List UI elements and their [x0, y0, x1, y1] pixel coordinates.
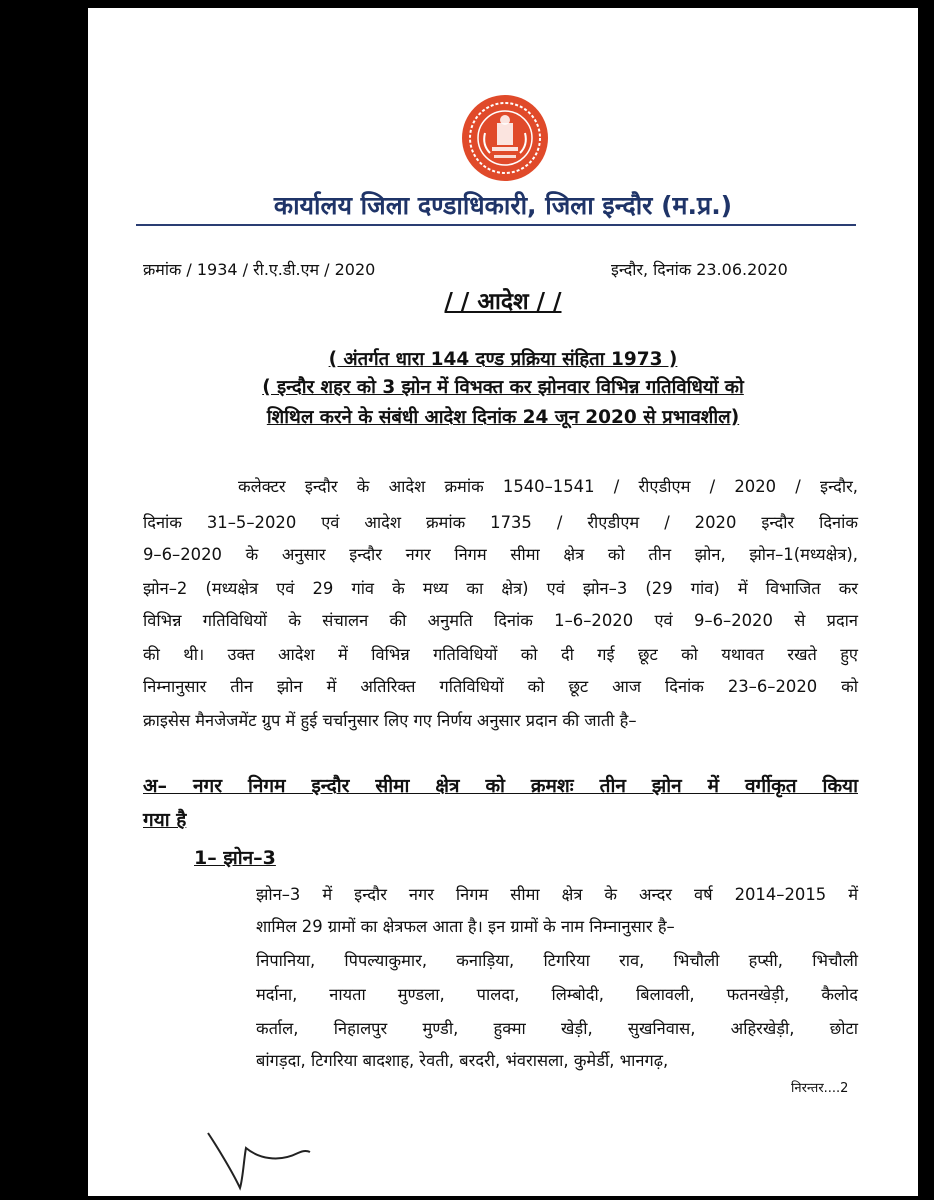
continued-note: निरन्तर....2: [791, 1081, 849, 1096]
zone3-line: निपानिया, पिपल्याकुमार, कनाड़िया, टिगरिया राव, भिचौली हप्सी, भिचौली: [256, 951, 858, 970]
body-line: निम्नानुसार तीन झोन में अतिरिक्त गतिविधियों को छूट आज दिनांक 23–6–2020 को: [143, 677, 858, 696]
subtitle-line-1: ( अंतर्गत धारा 144 दण्ड प्रक्रिया संहिता 1973 ): [328, 349, 678, 370]
section-a-heading-cont: गया है: [143, 809, 187, 831]
zone3-line: शामिल 29 ग्रामों का क्षेत्रफल आता है। इन ग्रामों के नाम निम्नानुसार है–: [256, 917, 675, 936]
body-line: 9–6–2020 के अनुसार इन्दौर नगर निगम सीमा क्षेत्र को तीन झोन, झोन–1(मध्यक्षेत्र),: [143, 545, 858, 564]
subtitle-line-2: ( इन्दौर शहर को 3 झोन में विभक्त कर झोनवार विभिन्न गतिविधियों को: [262, 377, 744, 398]
zone3-line: बांगड़दा, टिगरिया बादशाह, रेवती, बरदरी, भंवरासला, कुमेर्डी, भानगढ़,: [256, 1051, 669, 1070]
body-line: क्राइसेस मैनजेजमेंट ग्रुप में हुई चर्चानुसार लिए गए निर्णय अनुसार प्रदान की जाती है–: [143, 711, 637, 730]
office-title: कार्यालय जिला दण्डाधिकारी, जिला इन्दौर (म.प्र.): [273, 191, 733, 220]
order-number: क्रमांक / 1934 / री.ए.डी.एम / 2020: [143, 260, 376, 279]
body-line: विभिन्न गतिविधियों के संचालन की अनुमति दिनांक 1–6–2020 एवं 9–6–2020 से प्रदान: [143, 611, 858, 630]
body-line: कलेक्टर इन्दौर के आदेश क्रमांक 1540–1541 / रीएडीएम / 2020 / इन्दौर,: [238, 477, 858, 496]
zone3-line: कर्ताल, निहालपुर मुण्डी, हुक्मा खेड़ी, सुखनिवास, अहिरखेड़ी, छोटा: [256, 1019, 858, 1038]
document-page: [88, 8, 918, 1196]
subtitle-line-3: शिथिल करने के संबंधी आदेश दिनांक 24 जून 2020 से प्रभावशील): [266, 407, 740, 428]
signature-icon: [198, 1118, 318, 1198]
section-a-heading: अ– नगर निगम इन्दौर सीमा क्षेत्र को क्रमशः तीन झोन में वर्गीकृत किया: [143, 775, 858, 797]
order-title: / / आदेश / /: [444, 289, 562, 315]
body-line: झोन–2 (मध्यक्षेत्र एवं 29 गांव के मध्य का क्षेत्र) एवं झोन–3 (29 गांव) में विभाजित कर: [143, 579, 858, 598]
state-emblem-icon: [460, 93, 550, 183]
zone3-line: मर्दाना, नायता मुण्डला, पालदा, लिम्बोदी, बिलावली, फतनखेड़ी, कैलोद: [256, 985, 858, 1004]
zone3-line: झोन–3 में इन्दौर नगर निगम सीमा क्षेत्र के अन्दर वर्ष 2014–2015 में: [256, 885, 858, 904]
zone3-heading: 1– झोन–3: [194, 847, 276, 869]
place-date: इन्दौर, दिनांक 23.06.2020: [611, 260, 788, 279]
body-line: की थी। उक्त आदेश में विभिन्न गतिविधियों को दी गई छूट को यथावत रखते हुए: [143, 645, 858, 664]
header-divider: [136, 224, 856, 226]
body-line: दिनांक 31–5–2020 एवं आदेश क्रमांक 1735 / रीएडीएम / 2020 इन्दौर दिनांक: [143, 513, 858, 532]
